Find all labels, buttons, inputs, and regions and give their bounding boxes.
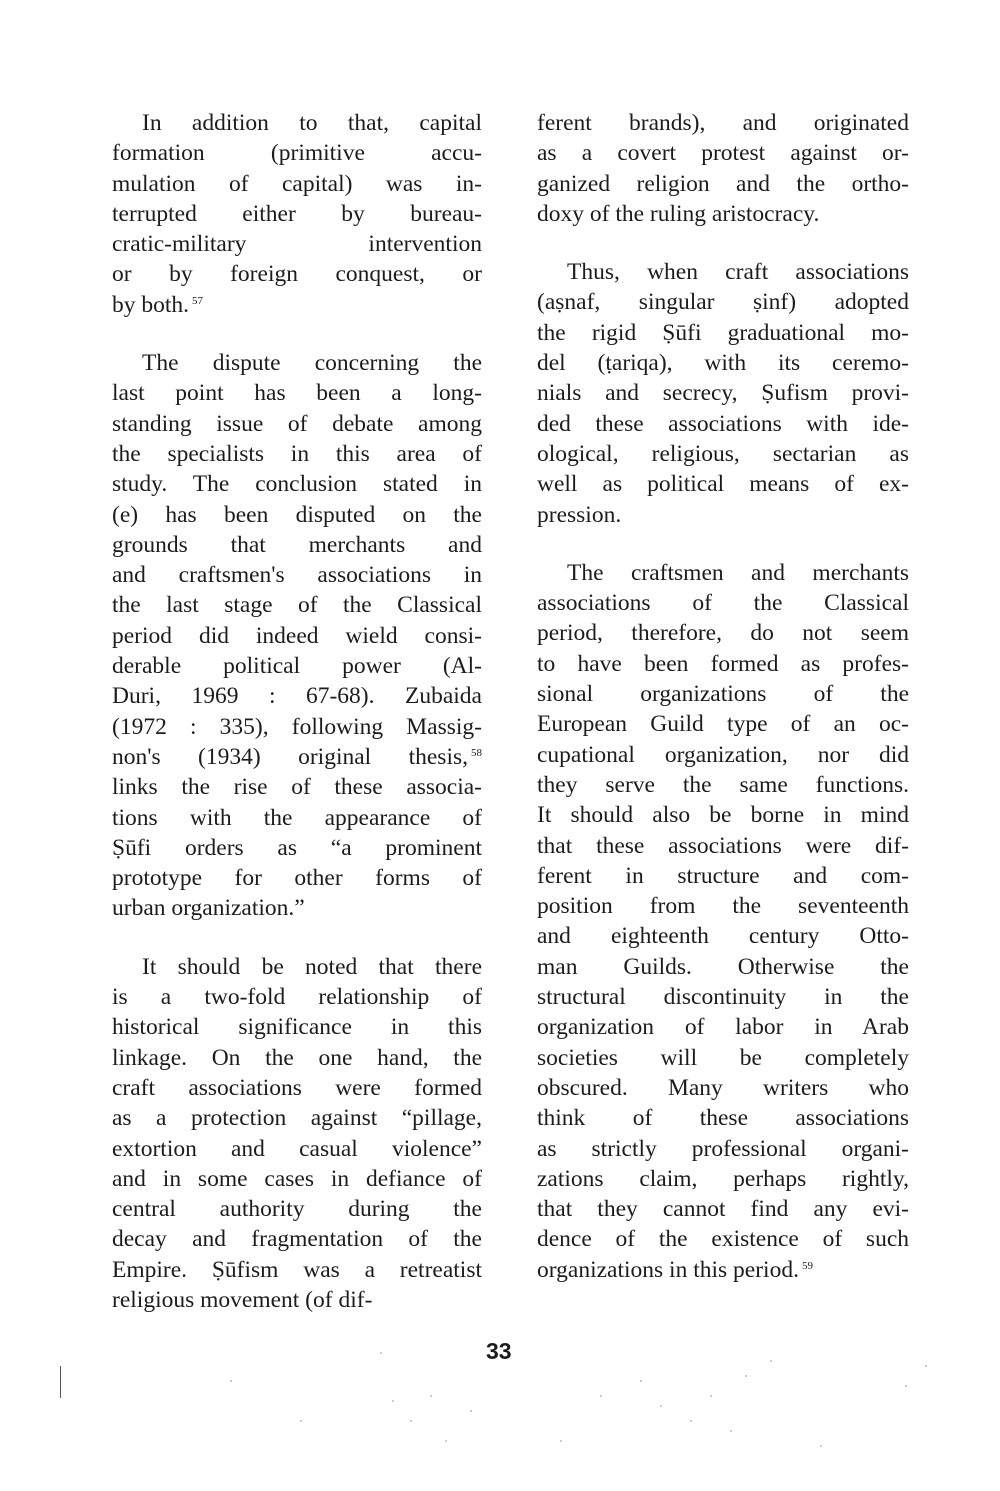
text-line	[537, 409, 909, 439]
text-line-content: they serve the same functions.	[537, 771, 909, 798]
text-line-content: (e) has been disputed on the	[112, 501, 482, 528]
text-line	[537, 138, 909, 168]
text-line	[112, 712, 482, 742]
text-line	[537, 1134, 909, 1164]
text-line	[537, 558, 909, 588]
text-line	[537, 287, 909, 317]
text-line	[537, 800, 909, 830]
text-line	[112, 1103, 482, 1133]
text-line-content: structural discontinuity in the	[537, 984, 909, 1011]
text-line	[112, 259, 482, 289]
text-line	[112, 560, 482, 590]
scan-speck	[600, 1395, 602, 1397]
text-line	[112, 681, 482, 711]
text-line-content: ganized religion and the ortho-	[537, 170, 909, 197]
text-line	[112, 1164, 482, 1194]
text-line	[112, 138, 482, 168]
text-line	[537, 709, 909, 739]
text-line	[537, 740, 909, 770]
text-line-content: study. The conclusion stated in	[112, 471, 482, 498]
paragraph-gap	[537, 530, 909, 558]
text-line	[537, 1194, 909, 1224]
paragraph	[537, 108, 909, 229]
text-line-content: man Guilds. Otherwise the	[537, 953, 909, 980]
text-line	[112, 1043, 482, 1073]
text-line-content: to have been formed as profes-	[537, 650, 909, 677]
text-line-content: organization of labor in Arab	[537, 1014, 909, 1041]
text-line-content: historical significance in this	[112, 1014, 482, 1041]
scan-speck	[820, 1445, 822, 1447]
text-line	[537, 1073, 909, 1103]
text-line	[537, 318, 909, 348]
text-line	[112, 530, 482, 560]
scan-speck	[690, 1420, 692, 1422]
text-line-content: cratic-military intervention	[112, 231, 482, 258]
text-line-content: decay and fragmentation of the	[112, 1226, 482, 1253]
text-line	[112, 169, 482, 199]
text-line	[537, 378, 909, 408]
text-line	[537, 257, 909, 287]
text-line-content: dence of the existence of such	[537, 1226, 909, 1253]
text-line-content: and eighteenth century Otto-	[537, 923, 909, 950]
text-line	[112, 1255, 482, 1285]
text-line	[112, 590, 482, 620]
text-line-content: formation (primitive accu-	[112, 140, 482, 167]
text-line	[112, 439, 482, 469]
scan-speck	[430, 1395, 432, 1397]
text-line	[112, 621, 482, 651]
text-line-content: period did indeed wield consi-	[112, 622, 482, 649]
text-line	[537, 1164, 909, 1194]
text-line-content: associations of the Classical	[537, 590, 909, 617]
text-line-content: the specialists in this area of	[112, 440, 482, 467]
text-line-content: or by foreign conquest, or	[112, 261, 482, 288]
text-line	[537, 588, 909, 618]
paragraph	[112, 348, 482, 924]
text-line-content: religious movement (of dif-	[112, 1286, 373, 1313]
text-line-content: the last stage of the Classical	[112, 592, 482, 619]
text-line	[537, 952, 909, 982]
text-line-content: last point has been a long-	[112, 380, 482, 407]
text-line-content: and craftsmen's associations in	[112, 562, 482, 589]
paragraph	[112, 108, 482, 320]
text-line	[112, 500, 482, 530]
text-line-content: cupational organization, nor did	[537, 741, 909, 768]
footnote-marker: 58	[471, 746, 482, 759]
text-line	[112, 108, 482, 138]
text-line-content: that these associations were dif-	[537, 832, 909, 859]
text-line	[537, 831, 909, 861]
text-line	[537, 861, 909, 891]
text-line	[537, 649, 909, 679]
text-line-content: is a two-fold relationship of	[112, 984, 482, 1011]
text-line	[112, 651, 482, 681]
text-line-content: think of these associations	[537, 1105, 909, 1132]
text-line-content: sional organizations of the	[537, 681, 909, 708]
text-line-content: European Guild type of an oc-	[537, 711, 909, 738]
text-line	[112, 982, 482, 1012]
right-column	[537, 108, 909, 1285]
scan-speck	[300, 1420, 302, 1422]
text-line-content: ferent brands), and originated	[537, 110, 909, 136]
text-line	[112, 409, 482, 439]
text-line	[537, 618, 909, 648]
text-line-content: mulation of capital) was in-	[112, 170, 482, 197]
text-line-content: ological, religious, sectarian as	[537, 440, 909, 467]
text-line	[112, 229, 482, 259]
paragraph	[537, 257, 909, 530]
text-line-content: obscured. Many writers who	[537, 1074, 909, 1101]
text-line-content: Ṣūfi orders as “a prominent	[112, 834, 482, 861]
text-line	[112, 952, 482, 982]
paragraph-gap	[537, 229, 909, 257]
text-line-content: grounds that merchants and	[112, 531, 482, 558]
scan-speck	[560, 1440, 562, 1442]
text-line-content: nials and secrecy, Ṣufism provi-	[537, 380, 909, 407]
scan-speck	[660, 1405, 662, 1407]
text-line	[537, 469, 909, 499]
text-line	[112, 348, 482, 378]
text-line-content: pression.	[537, 501, 622, 528]
text-line	[112, 803, 482, 833]
text-line-content: that they cannot find any evi-	[537, 1196, 909, 1223]
left-column	[112, 108, 482, 1315]
page-number: 33	[486, 1338, 512, 1364]
text-line-content: extortion and casual violence”	[112, 1135, 482, 1162]
scan-speck	[925, 1365, 927, 1367]
scan-speck	[470, 1410, 472, 1412]
scan-speck	[730, 1430, 732, 1432]
text-line-content: zations claim, perhaps rightly,	[537, 1165, 909, 1192]
paragraph-gap	[112, 320, 482, 348]
text-line-content: links the rise of these associa-	[112, 774, 482, 801]
text-line	[112, 742, 482, 772]
text-line	[537, 1012, 909, 1042]
text-line-content: prototype for other forms of	[112, 865, 482, 892]
text-line	[112, 469, 482, 499]
text-line	[112, 1224, 482, 1254]
text-line-content: the rigid Ṣūfi graduational mo-	[537, 319, 909, 346]
text-line	[537, 891, 909, 921]
text-line	[112, 1134, 482, 1164]
footnote-marker: 59	[801, 1259, 813, 1272]
text-line-content: organizations in this period.	[537, 1256, 799, 1283]
scan-speck	[445, 1440, 447, 1442]
text-line-content: It should be noted that there	[142, 953, 482, 980]
text-line-content: The craftsmen and merchants	[567, 559, 909, 586]
text-line	[537, 199, 909, 229]
scan-speck	[410, 1420, 412, 1422]
text-line-content: craft associations were formed	[112, 1074, 482, 1101]
text-line	[537, 169, 909, 199]
text-line	[112, 863, 482, 893]
text-line	[112, 833, 482, 863]
text-line-content: (1972 : 335), following Massig-	[112, 713, 482, 740]
text-line-content: standing issue of debate among	[112, 410, 482, 437]
text-line	[112, 893, 482, 923]
text-line	[537, 1043, 909, 1073]
text-line	[537, 770, 909, 800]
text-line	[112, 199, 482, 229]
text-line-content: well as political means of ex-	[537, 471, 909, 498]
text-line-content: as strictly professional organi-	[537, 1135, 909, 1162]
text-line-content: (aṣnaf, singular ṣinf) adopted	[537, 289, 909, 316]
text-line-content: non's (1934) original thesis,	[112, 743, 468, 770]
text-line-content: Thus, when craft associations	[567, 259, 909, 286]
text-line	[537, 1224, 909, 1254]
text-line-content: ferent in structure and com-	[537, 862, 909, 889]
scan-speck	[380, 1352, 382, 1354]
text-line-content: Empire. Ṣūfism was a retreatist	[112, 1256, 482, 1283]
text-line	[112, 290, 482, 320]
text-line-content: by both.	[112, 291, 190, 318]
text-line	[537, 108, 909, 138]
text-line-content: central authority during the	[112, 1196, 482, 1223]
text-line	[537, 1103, 909, 1133]
text-line	[537, 982, 909, 1012]
scan-speck	[640, 1380, 642, 1382]
text-line-content: terrupted either by bureau-	[112, 200, 482, 227]
text-line-content: societies will be completely	[537, 1044, 909, 1071]
footnote-marker: 57	[192, 294, 204, 307]
scan-speck	[770, 1360, 772, 1362]
paragraph-gap	[112, 924, 482, 952]
text-line	[112, 1073, 482, 1103]
text-line	[112, 1285, 482, 1315]
paragraph	[112, 952, 482, 1316]
scan-speck	[710, 1395, 712, 1397]
text-line-content: period, therefore, do not seem	[537, 620, 909, 647]
text-line-content: linkage. On the one hand, the	[112, 1044, 482, 1071]
text-line	[537, 921, 909, 951]
text-line-content: It should also be borne in mind	[537, 802, 909, 829]
text-line	[537, 439, 909, 469]
text-line-content: as a covert protest against or-	[537, 140, 909, 167]
text-line-content: Duri, 1969 : 67-68). Zubaida	[112, 683, 482, 710]
scan-speck	[905, 1385, 907, 1387]
text-line	[537, 679, 909, 709]
text-line	[112, 772, 482, 802]
scan-speck	[392, 1400, 394, 1402]
margin-rule	[60, 1366, 61, 1398]
text-line-content: ded these associations with ide-	[537, 410, 909, 437]
text-line	[537, 348, 909, 378]
text-line	[537, 500, 909, 530]
text-line-content: as a protection against “pillage,	[112, 1105, 482, 1132]
text-line-content: tions with the appearance of	[112, 804, 482, 831]
text-line-content: del (ṭariqa), with its ceremo-	[537, 350, 909, 377]
text-line	[112, 1012, 482, 1042]
text-line-content: and in some cases in defiance of	[112, 1165, 482, 1192]
text-line-content: derable political power (Al-	[112, 653, 482, 680]
text-line-content: The dispute concerning the	[142, 350, 482, 377]
text-line	[112, 1194, 482, 1224]
text-line-content: In addition to that, capital	[142, 110, 482, 136]
scan-speck	[745, 1375, 747, 1377]
text-line-content: doxy of the ruling aristocracy.	[537, 200, 820, 227]
text-line-content: position from the seventeenth	[537, 893, 909, 920]
paragraph	[537, 558, 909, 1285]
text-line	[112, 378, 482, 408]
text-line-content: urban organization.”	[112, 895, 305, 922]
scan-speck	[230, 1380, 232, 1382]
text-line	[537, 1255, 909, 1285]
